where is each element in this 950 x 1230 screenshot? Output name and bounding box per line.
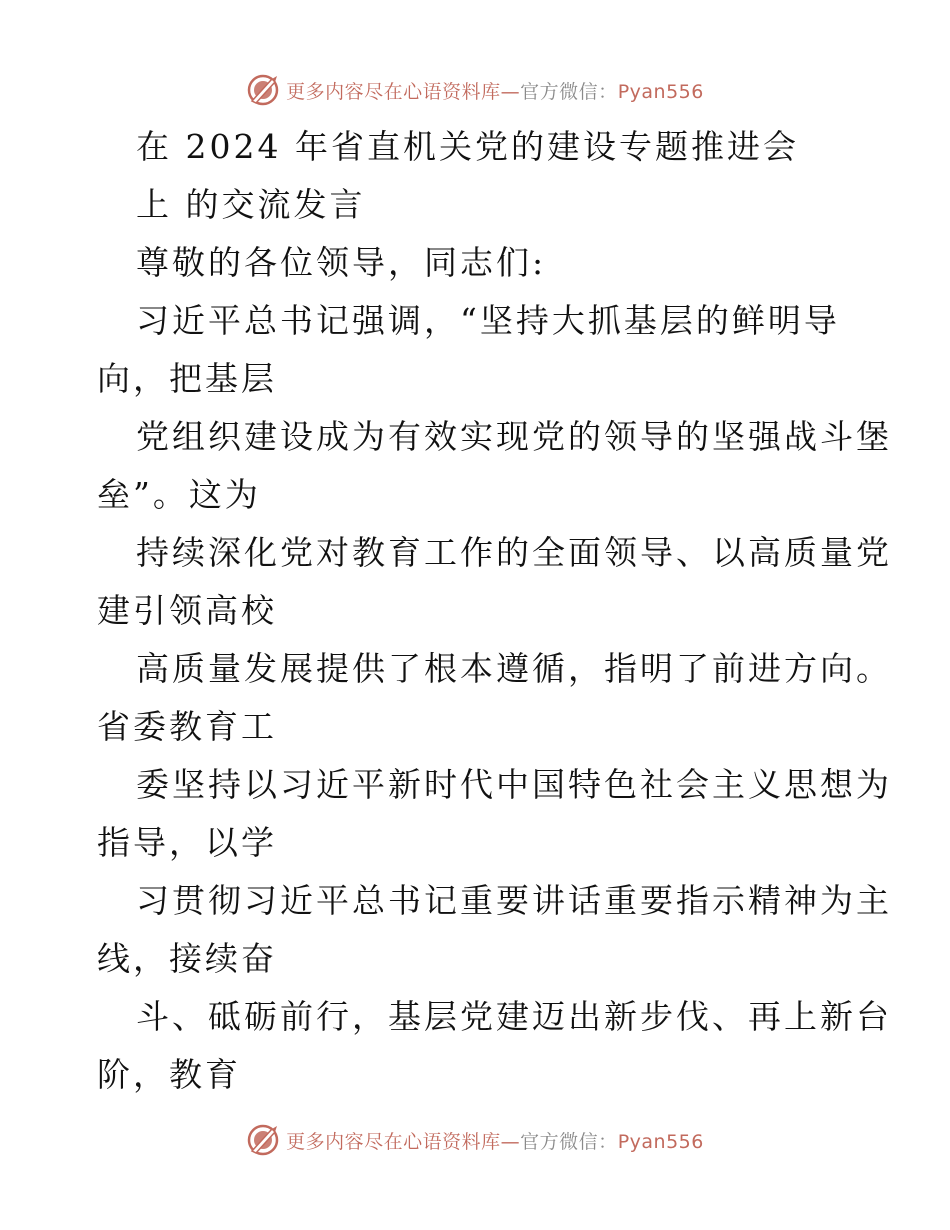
paragraph-line: 阶，教育 xyxy=(97,1055,241,1094)
quill-seal-icon xyxy=(246,1123,280,1157)
watermark-brand: 更多内容尽在心语资料库 xyxy=(286,80,501,103)
watermark-label: 官方微信： xyxy=(520,80,618,103)
watermark-dash: — xyxy=(500,1130,521,1153)
watermark-dash: — xyxy=(500,80,521,103)
paragraph-line: 向，把基层 xyxy=(97,359,277,398)
paragraph-line: 高质量发展提供了根本遵循，指明了前进方向。 xyxy=(136,649,892,688)
salutation: 尊敬的各位领导，同志们: xyxy=(136,243,547,282)
watermark-label: 官方微信： xyxy=(520,1130,618,1153)
paragraph-line: 党组织建设成为有效实现党的领导的坚强战斗堡 xyxy=(136,417,892,456)
paragraph-line: 习近平总书记强调，“坚持大抓基层的鲜明导 xyxy=(136,301,840,340)
document-title-line-2: 上 的交流发言 xyxy=(136,185,366,224)
paragraph-line: 垒”。这为 xyxy=(97,475,261,514)
watermark-brand: 更多内容尽在心语资料库 xyxy=(286,1130,501,1153)
paragraph-line: 委坚持以习近平新时代中国特色社会主义思想为 xyxy=(136,765,892,804)
paragraph-line: 省委教育工 xyxy=(97,707,277,746)
paragraph-line: 持续深化党对教育工作的全面领导、以高质量党 xyxy=(136,533,892,572)
paragraph-line: 建引领高校 xyxy=(97,591,277,630)
document-title-line-1: 在 2024 年省直机关党的建设专题推进会 xyxy=(136,127,799,166)
paragraph-line: 线，接续奋 xyxy=(97,939,277,978)
watermark-id: Pyan556 xyxy=(617,80,704,103)
paragraph-line: 斗、砥砺前行，基层党建迈出新步伐、再上新台 xyxy=(136,997,892,1036)
watermark-id: Pyan556 xyxy=(617,1130,704,1153)
paragraph-line: 习贯彻习近平总书记重要讲话重要指示精神为主 xyxy=(136,881,892,920)
footer-watermark xyxy=(0,1120,950,1160)
paragraph-line: 指导，以学 xyxy=(97,823,277,862)
